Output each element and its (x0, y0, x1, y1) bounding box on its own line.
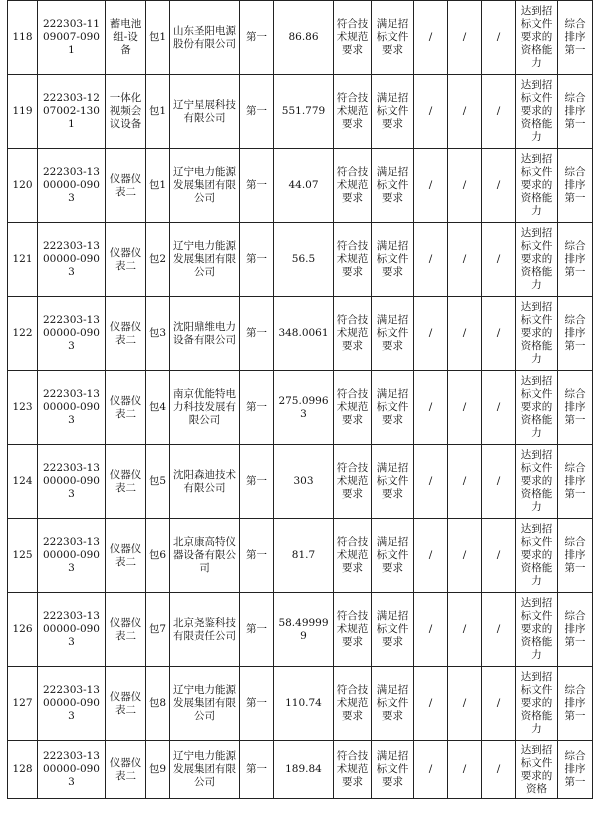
overall-ranking: 综合排序第一 (558, 75, 593, 149)
package-number: 包6 (146, 519, 170, 593)
project-code: 222303-1300000-0903 (38, 149, 106, 223)
rank: 第一 (240, 593, 274, 667)
supplier-name: 山东圣阳电源股份有限公司 (170, 1, 240, 75)
row-number: 123 (8, 371, 38, 445)
project-code: 222303-1300000-0903 (38, 667, 106, 741)
slash-cell: / (482, 223, 516, 297)
technical-evaluation: 符合技术规范要求 (334, 667, 372, 741)
supplier-name: 辽宁电力能源发展集团有限公司 (170, 667, 240, 741)
business-evaluation: 满足招标文件要求 (372, 223, 414, 297)
slash-cell: / (448, 223, 482, 297)
bid-price: 551.779 (274, 75, 334, 149)
package-number: 包9 (146, 741, 170, 799)
rank: 第一 (240, 667, 274, 741)
slash-cell: / (482, 1, 516, 75)
overall-ranking: 综合排序第一 (558, 297, 593, 371)
bid-price: 189.84 (274, 741, 334, 799)
bid-price: 58.499999 (274, 593, 334, 667)
table-row (8, 223, 593, 297)
technical-evaluation: 符合技术规范要求 (334, 1, 372, 75)
qualification-evaluation: 达到招标文件要求的资格能力 (516, 149, 558, 223)
slash-cell: / (482, 667, 516, 741)
bid-price: 110.74 (274, 667, 334, 741)
slash-cell: / (414, 667, 448, 741)
row-number: 126 (8, 593, 38, 667)
technical-evaluation: 符合技术规范要求 (334, 75, 372, 149)
technical-evaluation: 符合技术规范要求 (334, 371, 372, 445)
package-name: 仪器仪表二 (106, 223, 146, 297)
project-code: 222303-1300000-0903 (38, 593, 106, 667)
qualification-evaluation: 达到招标文件要求的资格能力 (516, 1, 558, 75)
slash-cell: / (414, 1, 448, 75)
row-number: 122 (8, 297, 38, 371)
project-code: 222303-1207002-1301 (38, 75, 106, 149)
bid-price: 348.0061 (274, 297, 334, 371)
row-number: 128 (8, 741, 38, 799)
supplier-name: 辽宁电力能源发展集团有限公司 (170, 223, 240, 297)
slash-cell: / (482, 741, 516, 799)
supplier-name: 北京尧鉴科技有限责任公司 (170, 593, 240, 667)
qualification-evaluation: 达到招标文件要求的资格 (516, 741, 558, 799)
package-name: 仪器仪表二 (106, 519, 146, 593)
business-evaluation: 满足招标文件要求 (372, 297, 414, 371)
slash-cell: / (482, 593, 516, 667)
slash-cell: / (414, 297, 448, 371)
project-code: 222303-1109007-0901 (38, 1, 106, 75)
package-number: 包1 (146, 149, 170, 223)
slash-cell: / (414, 445, 448, 519)
business-evaluation: 满足招标文件要求 (372, 593, 414, 667)
rank: 第一 (240, 75, 274, 149)
package-number: 包2 (146, 223, 170, 297)
rank: 第一 (240, 445, 274, 519)
technical-evaluation: 符合技术规范要求 (334, 445, 372, 519)
rank: 第一 (240, 223, 274, 297)
award-table (7, 0, 593, 799)
overall-ranking: 综合排序第一 (558, 445, 593, 519)
slash-cell: / (482, 445, 516, 519)
slash-cell: / (482, 371, 516, 445)
technical-evaluation: 符合技术规范要求 (334, 519, 372, 593)
qualification-evaluation: 达到招标文件要求的资格能力 (516, 371, 558, 445)
package-number: 包3 (146, 297, 170, 371)
row-number: 119 (8, 75, 38, 149)
package-number: 包1 (146, 1, 170, 75)
overall-ranking: 综合排序第一 (558, 223, 593, 297)
rank: 第一 (240, 297, 274, 371)
rank: 第一 (240, 371, 274, 445)
slash-cell: / (448, 149, 482, 223)
rank: 第一 (240, 1, 274, 75)
slash-cell: / (482, 149, 516, 223)
rank: 第一 (240, 741, 274, 799)
rank: 第一 (240, 519, 274, 593)
technical-evaluation: 符合技术规范要求 (334, 149, 372, 223)
slash-cell: / (448, 519, 482, 593)
table-row (8, 741, 593, 799)
row-number: 124 (8, 445, 38, 519)
business-evaluation: 满足招标文件要求 (372, 445, 414, 519)
qualification-evaluation: 达到招标文件要求的资格能力 (516, 445, 558, 519)
business-evaluation: 满足招标文件要求 (372, 371, 414, 445)
rank: 第一 (240, 149, 274, 223)
slash-cell: / (414, 741, 448, 799)
package-name: 仪器仪表二 (106, 371, 146, 445)
slash-cell: / (448, 593, 482, 667)
row-number: 125 (8, 519, 38, 593)
technical-evaluation: 符合技术规范要求 (334, 593, 372, 667)
slash-cell: / (482, 75, 516, 149)
project-code: 222303-1300000-0903 (38, 519, 106, 593)
bid-price: 275.09963 (274, 371, 334, 445)
supplier-name: 北京康高特仪器设备有限公司 (170, 519, 240, 593)
business-evaluation: 满足招标文件要求 (372, 519, 414, 593)
package-number: 包4 (146, 371, 170, 445)
package-name: 仪器仪表二 (106, 149, 146, 223)
slash-cell: / (448, 741, 482, 799)
table-row (8, 445, 593, 519)
package-name: 仪器仪表二 (106, 445, 146, 519)
project-code: 222303-1300000-0903 (38, 445, 106, 519)
overall-ranking: 综合排序第一 (558, 593, 593, 667)
business-evaluation: 满足招标文件要求 (372, 1, 414, 75)
slash-cell: / (448, 445, 482, 519)
package-name: 仪器仪表二 (106, 593, 146, 667)
bid-price: 81.7 (274, 519, 334, 593)
qualification-evaluation: 达到招标文件要求的资格能力 (516, 519, 558, 593)
slash-cell: / (482, 519, 516, 593)
package-name: 蓄电池组-设备 (106, 1, 146, 75)
supplier-name: 南京优能特电力科技发展有限公司 (170, 371, 240, 445)
supplier-name: 沈阳森迪技术有限公司 (170, 445, 240, 519)
slash-cell: / (414, 371, 448, 445)
qualification-evaluation: 达到招标文件要求的资格能力 (516, 667, 558, 741)
business-evaluation: 满足招标文件要求 (372, 741, 414, 799)
technical-evaluation: 符合技术规范要求 (334, 223, 372, 297)
business-evaluation: 满足招标文件要求 (372, 75, 414, 149)
slash-cell: / (482, 297, 516, 371)
row-number: 118 (8, 1, 38, 75)
package-name: 一体化视频会议设备 (106, 75, 146, 149)
project-code: 222303-1300000-0903 (38, 297, 106, 371)
qualification-evaluation: 达到招标文件要求的资格能力 (516, 75, 558, 149)
supplier-name: 辽宁星展科技有限公司 (170, 75, 240, 149)
qualification-evaluation: 达到招标文件要求的资格能力 (516, 593, 558, 667)
package-name: 仪器仪表二 (106, 297, 146, 371)
table-row (8, 519, 593, 593)
project-code: 222303-1300000-0903 (38, 371, 106, 445)
business-evaluation: 满足招标文件要求 (372, 149, 414, 223)
package-number: 包5 (146, 445, 170, 519)
project-code: 222303-1300000-0903 (38, 741, 106, 799)
slash-cell: / (448, 667, 482, 741)
overall-ranking: 综合排序第一 (558, 667, 593, 741)
supplier-name: 辽宁电力能源发展集团有限公司 (170, 741, 240, 799)
overall-ranking: 综合排序第一 (558, 149, 593, 223)
qualification-evaluation: 达到招标文件要求的资格能力 (516, 297, 558, 371)
slash-cell: / (414, 75, 448, 149)
table-row (8, 667, 593, 741)
bid-price: 44.07 (274, 149, 334, 223)
table-row (8, 1, 593, 75)
slash-cell: / (448, 371, 482, 445)
package-name: 仪器仪表二 (106, 667, 146, 741)
supplier-name: 辽宁电力能源发展集团有限公司 (170, 149, 240, 223)
table-row (8, 371, 593, 445)
project-code: 222303-1300000-0903 (38, 223, 106, 297)
overall-ranking: 综合排序第一 (558, 741, 593, 799)
overall-ranking: 综合排序第一 (558, 1, 593, 75)
package-number: 包1 (146, 75, 170, 149)
row-number: 127 (8, 667, 38, 741)
technical-evaluation: 符合技术规范要求 (334, 297, 372, 371)
slash-cell: / (448, 297, 482, 371)
business-evaluation: 满足招标文件要求 (372, 667, 414, 741)
overall-ranking: 综合排序第一 (558, 519, 593, 593)
overall-ranking: 综合排序第一 (558, 371, 593, 445)
bid-price: 303 (274, 445, 334, 519)
package-number: 包7 (146, 593, 170, 667)
table-row (8, 75, 593, 149)
row-number: 121 (8, 223, 38, 297)
slash-cell: / (414, 223, 448, 297)
supplier-name: 沈阳鼎维电力设备有限公司 (170, 297, 240, 371)
table-row (8, 149, 593, 223)
bid-price: 86.86 (274, 1, 334, 75)
technical-evaluation: 符合技术规范要求 (334, 741, 372, 799)
slash-cell: / (414, 593, 448, 667)
qualification-evaluation: 达到招标文件要求的资格能力 (516, 223, 558, 297)
slash-cell: / (448, 75, 482, 149)
slash-cell: / (414, 149, 448, 223)
row-number: 120 (8, 149, 38, 223)
table-row (8, 593, 593, 667)
slash-cell: / (414, 519, 448, 593)
package-number: 包8 (146, 667, 170, 741)
slash-cell: / (448, 1, 482, 75)
table-row (8, 297, 593, 371)
bid-price: 56.5 (274, 223, 334, 297)
package-name: 仪器仪表二 (106, 741, 146, 799)
